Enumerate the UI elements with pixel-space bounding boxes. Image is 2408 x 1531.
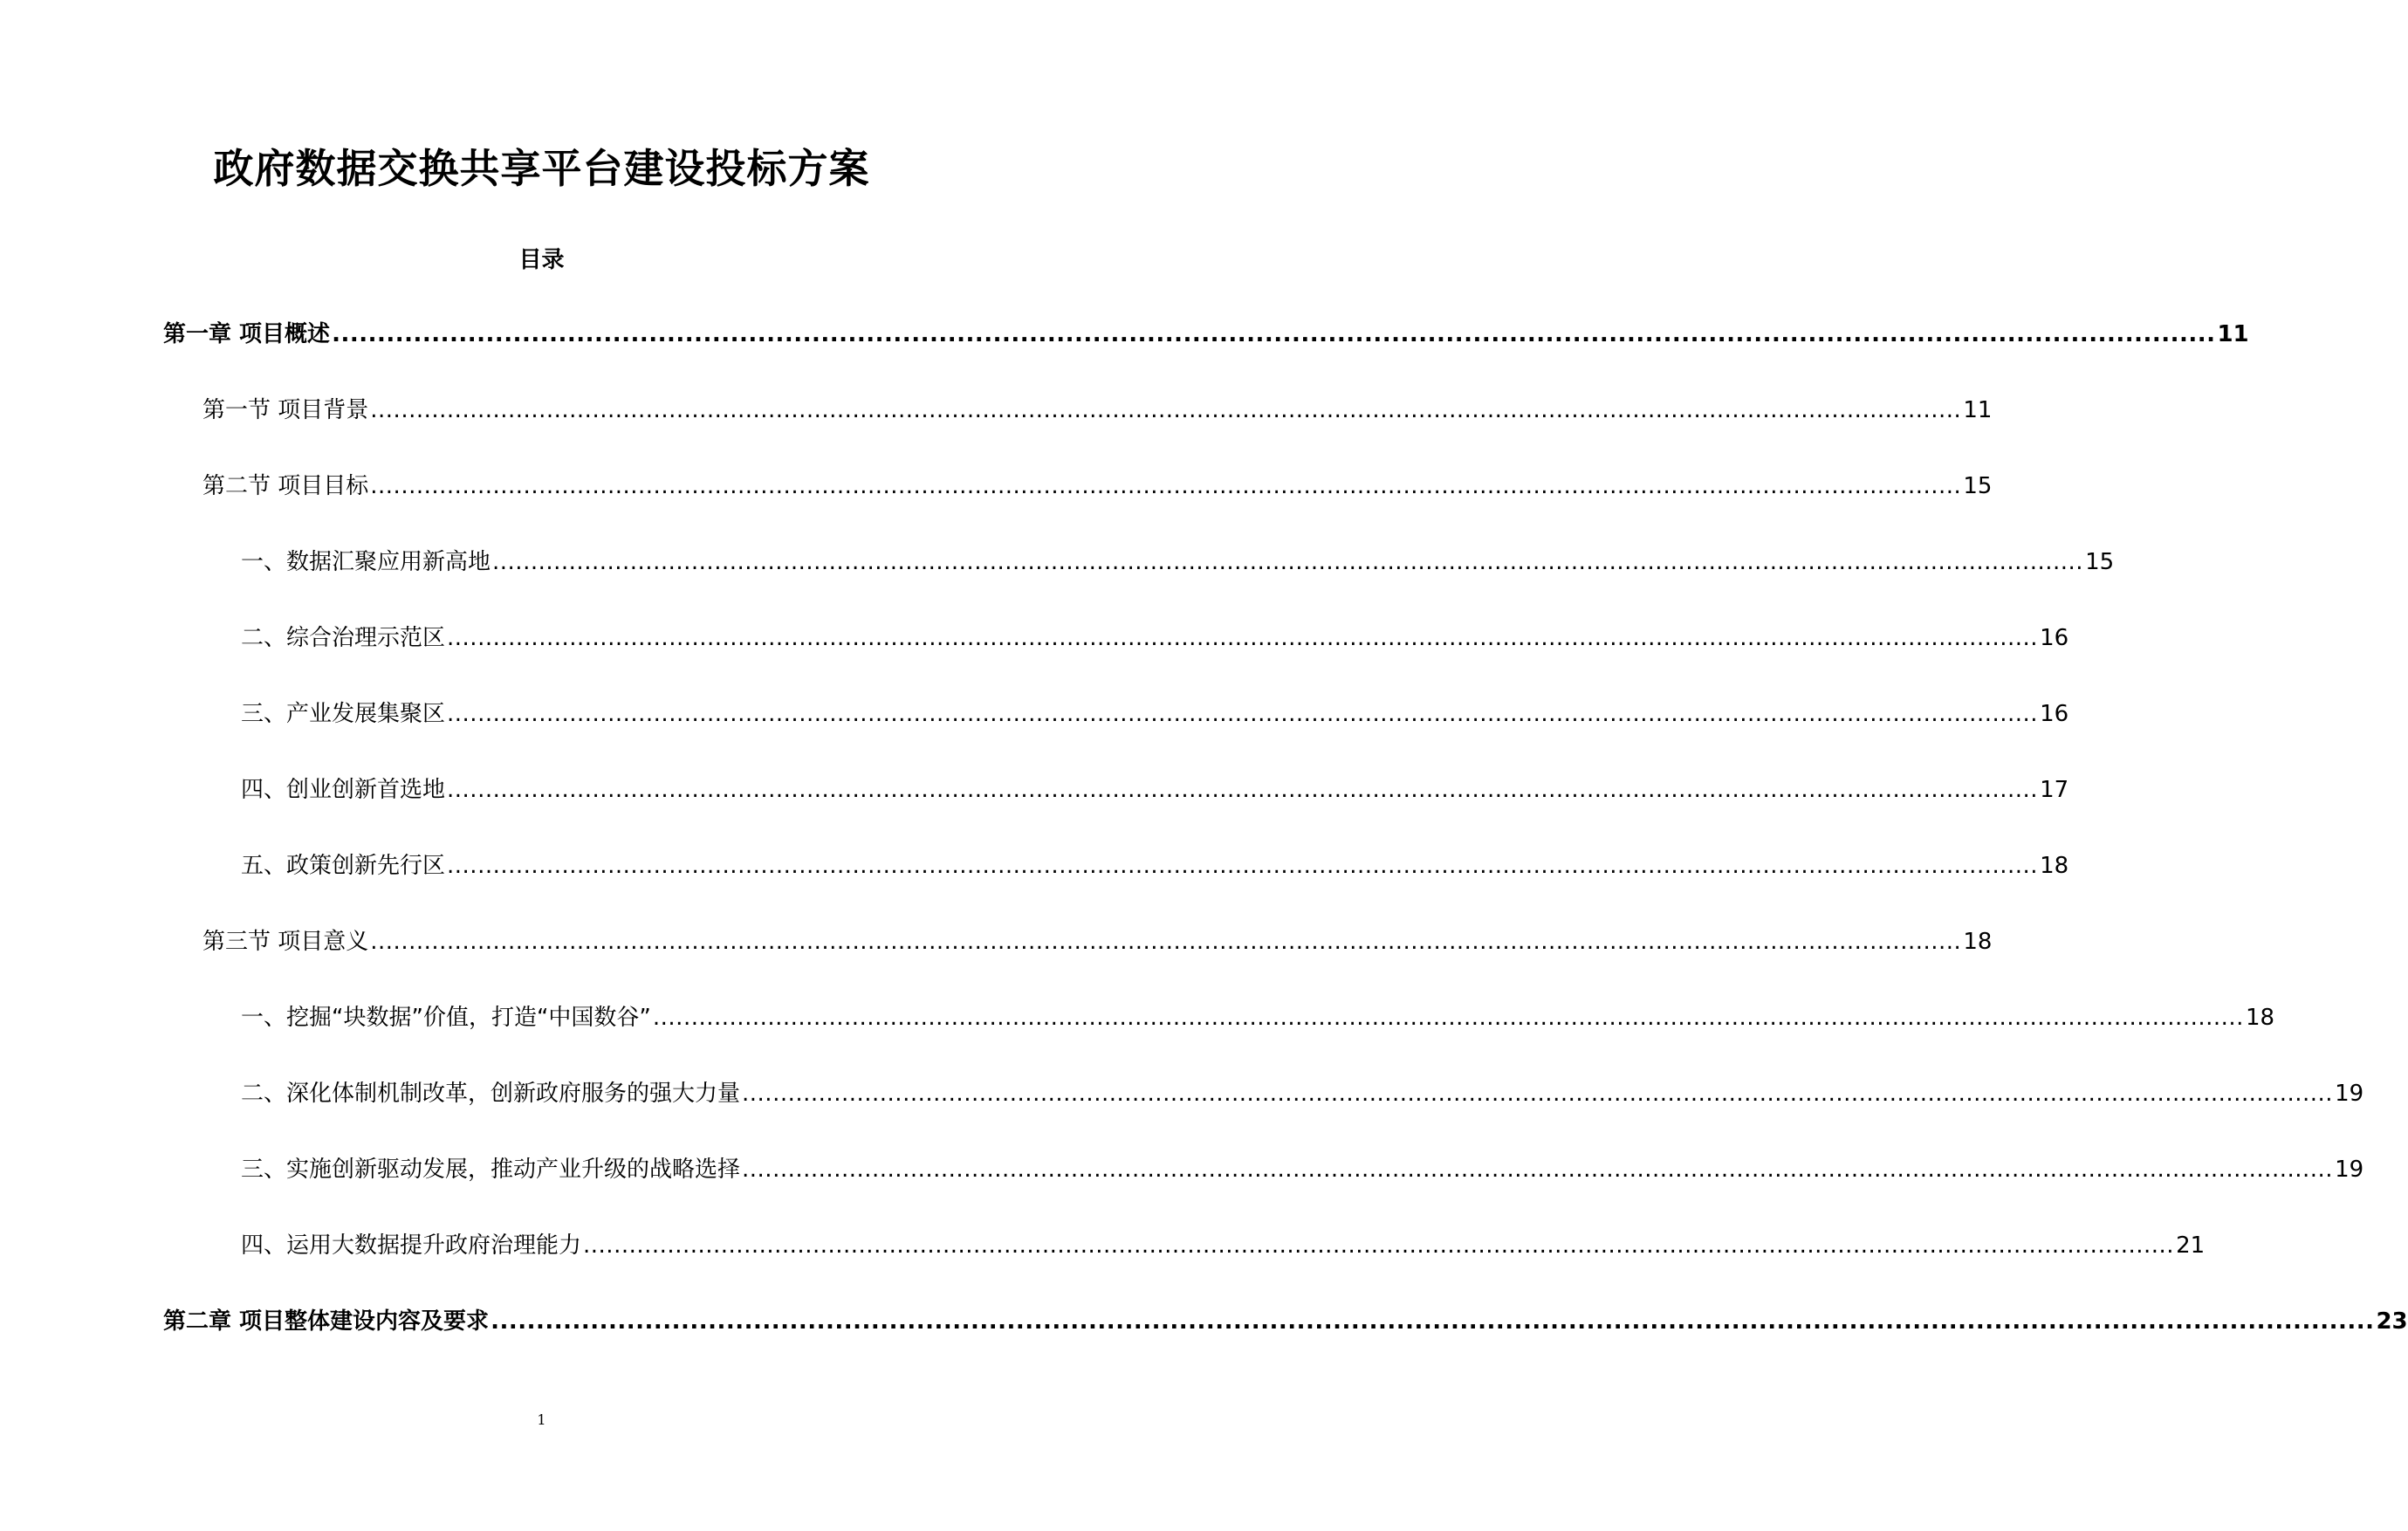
toc-dot-leader: ................................................................................................................................................................................................................ — [447, 853, 2039, 879]
toc-entry-text: 四、创业创新首选地 — [241, 777, 446, 803]
toc-dot-leader: ................................................................................................................................................................................................................ — [370, 397, 1962, 423]
toc-page-number: 15 — [1963, 473, 1993, 499]
toc-page-number: 11 — [1963, 397, 1993, 423]
toc-entry-text: 三、实施创新驱动发展，推动产业升级的战略选择 — [241, 1157, 741, 1183]
toc-entry-text: 三、产业发展集聚区 — [241, 701, 446, 727]
toc-dot-leader: ................................................................................................................................................................................................................ — [447, 701, 2039, 727]
toc-dot-leader: ................................................................................................................................................................................................................ — [742, 1081, 2334, 1107]
toc-dot-leader: ................................................................................................................................................................................................................ — [370, 929, 1962, 955]
toc-entry-subsection[interactable] — [241, 853, 2069, 880]
toc-page-number: 16 — [2040, 625, 2069, 651]
toc-entry-text: 第二节 项目目标 — [202, 473, 369, 499]
toc-entry-chapter[interactable] — [163, 321, 2249, 348]
toc-dot-leader: ................................................................................................................................................................................................................ — [332, 321, 2216, 347]
toc-entry-text: 第三节 项目意义 — [202, 929, 369, 955]
toc-heading: 目录 — [518, 247, 565, 273]
toc-dot-leader: ................................................................................................................................................................................................................ — [491, 1308, 2375, 1335]
toc-page-number: 18 — [2040, 853, 2069, 879]
toc-entry-text: 第一章 项目概述 — [163, 321, 331, 347]
toc-entry-subsection[interactable] — [241, 1081, 2364, 1108]
toc-dot-leader: ................................................................................................................................................................................................................ — [742, 1157, 2334, 1183]
toc-page-number: 19 — [2335, 1157, 2364, 1183]
toc-entry-subsection[interactable] — [241, 549, 2115, 576]
toc-entry-text: 四、运用大数据提升政府治理能力 — [241, 1232, 582, 1259]
toc-entry-text: 五、政策创新先行区 — [241, 853, 446, 879]
toc-entry-section[interactable] — [202, 397, 1993, 424]
toc-entry-section[interactable] — [202, 473, 1993, 500]
toc-page-number: 21 — [2176, 1232, 2206, 1259]
toc-entry-text: 第一节 项目背景 — [202, 397, 369, 423]
toc-entry-chapter[interactable] — [163, 1308, 2408, 1335]
document-title: 政府数据交换共享平台建设投标方案 — [213, 145, 870, 192]
toc-entry-subsection[interactable] — [241, 1005, 2275, 1032]
toc-entry-text: 二、综合治理示范区 — [241, 625, 446, 651]
page-number: 1 — [537, 1411, 546, 1428]
toc-entry-section[interactable] — [202, 929, 1993, 956]
toc-entry-text: 一、挖掘“块数据”价值，打造“中国数谷” — [241, 1005, 651, 1031]
toc-entry-text: 一、数据汇聚应用新高地 — [241, 549, 491, 575]
toc-dot-leader: ................................................................................................................................................................................................................ — [447, 625, 2039, 651]
toc-page-number: 11 — [2217, 321, 2249, 347]
toc-entry-text: 第二章 项目整体建设内容及要求 — [163, 1308, 490, 1335]
toc-dot-leader: ................................................................................................................................................................................................................ — [492, 549, 2084, 575]
toc-entry-text: 二、深化体制机制改革，创新政府服务的强大力量 — [241, 1081, 741, 1107]
toc-dot-leader: ................................................................................................................................................................................................................ — [652, 1005, 2244, 1031]
toc-entry-subsection[interactable] — [241, 777, 2069, 804]
toc-dot-leader: ................................................................................................................................................................................................................ — [370, 473, 1962, 499]
toc-dot-leader: ................................................................................................................................................................................................................ — [583, 1232, 2175, 1259]
toc-entry-subsection[interactable] — [241, 625, 2069, 652]
toc-page-number: 19 — [2335, 1081, 2364, 1107]
toc-page-number: 18 — [2245, 1005, 2275, 1031]
toc-entry-subsection[interactable] — [241, 1157, 2364, 1184]
toc-page-number: 17 — [2040, 777, 2069, 803]
toc-entry-subsection[interactable] — [241, 701, 2069, 728]
toc-entry-subsection[interactable] — [241, 1232, 2206, 1260]
toc-dot-leader: ................................................................................................................................................................................................................ — [447, 777, 2039, 803]
toc-page-number: 23 — [2376, 1308, 2408, 1335]
toc-page-number: 16 — [2040, 701, 2069, 727]
toc-page-number: 15 — [2085, 549, 2115, 575]
toc-page-number: 18 — [1963, 929, 1993, 955]
